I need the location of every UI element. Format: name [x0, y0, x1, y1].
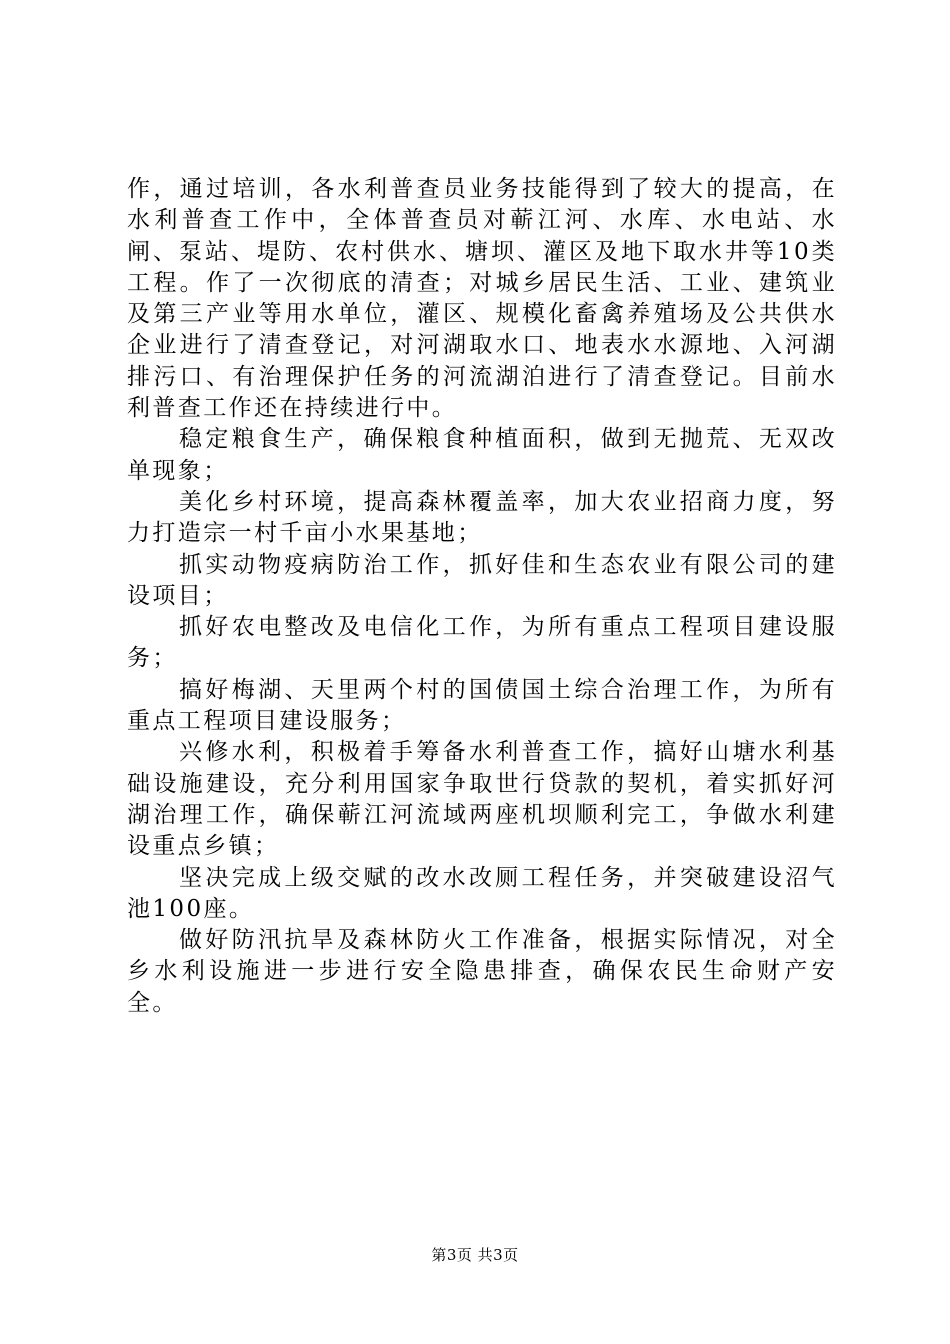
paragraph-biogas: 坚决完成上级交赋的改水改厕工程任务，并突破建设沼气池100座。: [127, 864, 837, 922]
paragraph-rural-power: 抓好农电整改及电信化工作，为所有重点工程项目建设服务；: [127, 614, 837, 672]
paragraph-grain-production: 稳定粮食生产，确保粮食种植面积，做到无抛荒、无双改单现象；: [127, 426, 837, 484]
document-body: [127, 174, 837, 1019]
paragraph-flood-fire: 做好防汛抗旱及森林防火工作准备，根据实际情况，对全乡水利设施进一步进行安全隐患排查，确保农民生命财产安全。: [127, 927, 837, 1016]
paragraph-animal-disease: 抓实动物疫病防治工作，抓好佳和生态农业有限公司的建设项目；: [127, 551, 837, 609]
paragraph-water-conservancy: 兴修水利，积极着手筹备水利普查工作，搞好山塘水利基础设施建设，充分利用国家争取世行贷款的契机，着实抓好河湖治理工作，确保蕲江河流域两座机坝顺利完工，争做水利建设重点乡镇；: [127, 739, 837, 860]
paragraph-continued: 作，通过培训，各水利普查员业务技能得到了较大的提高，在水利普查工作中，全体普查员对蕲江河、水库、水电站、水闸、泵站、堤防、农村供水、塘坝、灌区及地下取水井等10类工程。作了一次彻底的清查；对城乡居民生活、工业、建筑业及第三产业等用水单位，灌区、规模化畜禽养殖场及公共供水企业进行了清查登记，对河湖取水口、地表水水源地、入河湖排污口、有治理保护任务的河流湖泊进行了清查登记。目前水利普查工作还在持续进行中。: [127, 176, 837, 422]
paragraph-rural-environment: 美化乡村环境，提高森林覆盖率，加大农业招商力度，努力打造宗一村千亩小水果基地；: [127, 488, 837, 547]
paragraph-land-governance: 搞好梅湖、天里两个村的国债国土综合治理工作，为所有重点工程项目建设服务；: [127, 676, 837, 735]
page-number-footer: 第3页 共3页: [431, 1246, 519, 1264]
